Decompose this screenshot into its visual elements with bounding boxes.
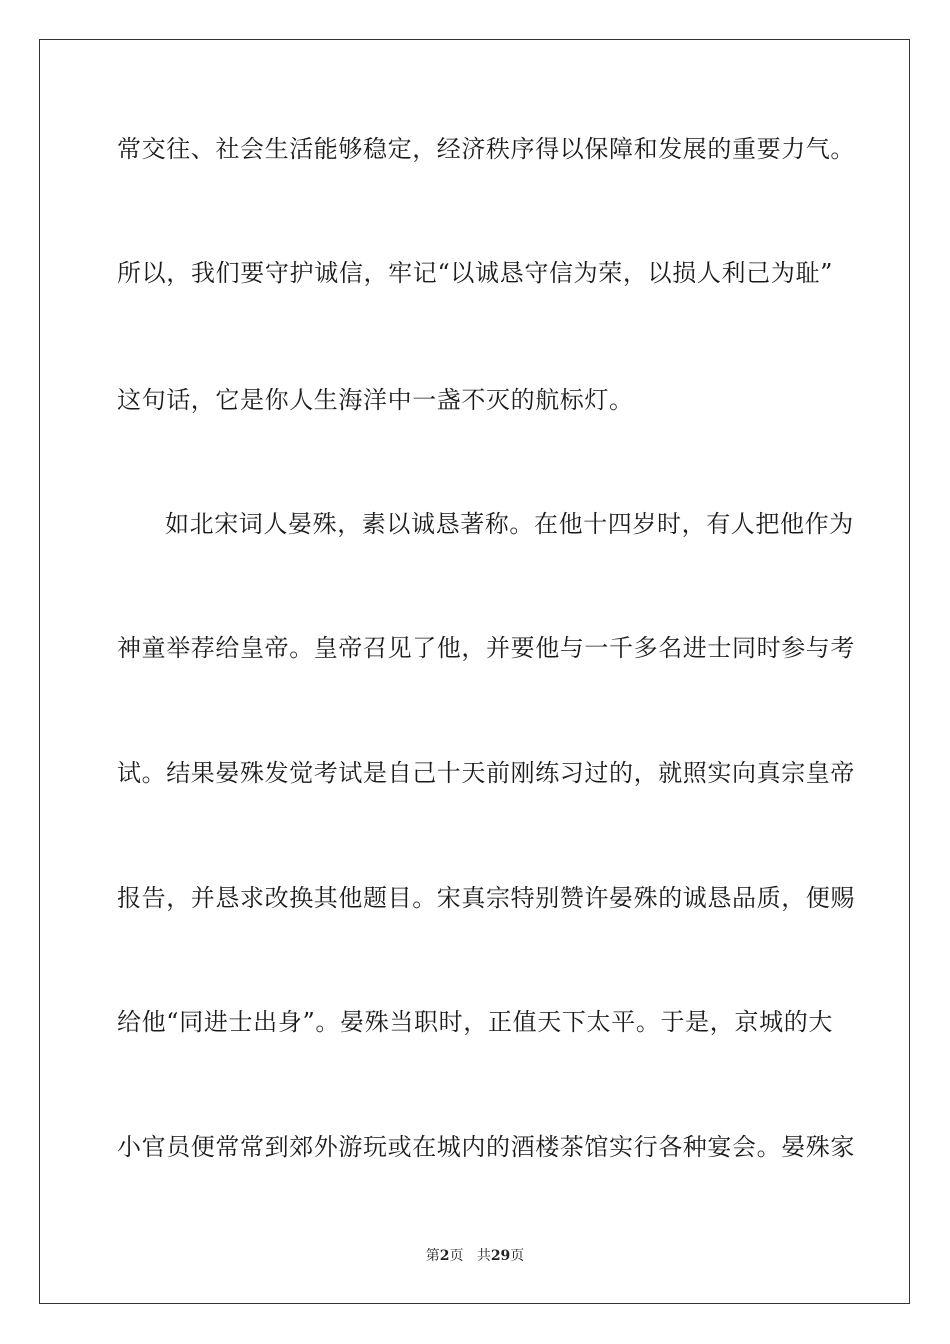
page-footer [0,1247,950,1265]
text-line-9: 小官员便常常到郊外游玩或在城内的酒楼茶馆实行各种宴会。晏殊家 [117,1133,855,1161]
text-line-2: 所以，我们要守护诚信，牢记“以诚恳守信为荣，以损人利己为耻” [117,259,833,287]
text-line-6: 试。结果晏殊发觉考试是自己十天前刚练习过的，就照实向真宗皇帝 [117,759,855,787]
text-line-8: 给他“同进士出身”。晏殊当职时，正值天下太平。于是，京城的大 [117,1008,833,1036]
text-line-3: 这句话，它是你人生海洋中一盏不灭的航标灯。 [117,386,634,414]
footer-total-suffix: 页 [510,1248,525,1264]
footer-page-prefix: 第 [425,1248,440,1264]
page-border [39,39,910,1304]
footer-page-number: 2 [439,1248,450,1264]
text-line-1: 常交往、社会生活能够稳定，经济秩序得以保障和发展的重要力气。 [117,135,855,163]
footer-total-prefix: 共 [476,1248,491,1264]
paragraph-start-line: 如北宋词人晏殊，素以诚恳著称。在他十四岁时，有人把他作为 [165,510,854,538]
text-line-5: 神童举荐给皇帝。皇帝召见了他，并要他与一千多名进士同时参与考 [117,634,855,662]
footer-total-pages: 29 [490,1248,511,1264]
text-line-7: 报告，并恳求改换其他题目。宋真宗特别赞许晏殊的诚恳品质，便赐 [117,884,855,912]
footer-page-suffix: 页 [449,1248,464,1264]
